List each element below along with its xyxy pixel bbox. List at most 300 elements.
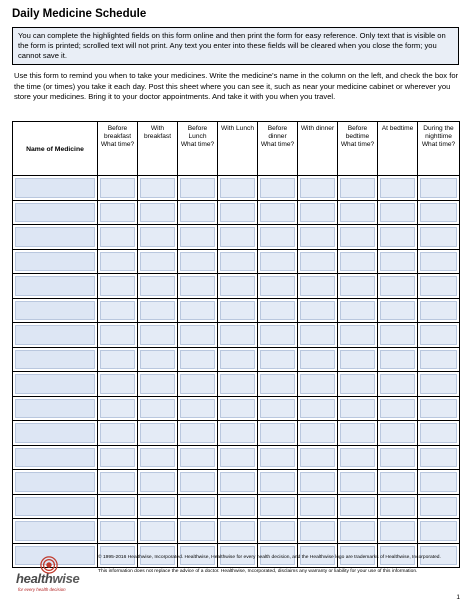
- time-checkbox[interactable]: [180, 203, 215, 223]
- time-checkbox[interactable]: [140, 227, 175, 247]
- time-checkbox[interactable]: [180, 423, 215, 443]
- time-checkbox-cell[interactable]: [338, 347, 378, 372]
- time-checkbox[interactable]: [140, 497, 175, 517]
- medicine-name-field[interactable]: [13, 494, 98, 519]
- time-checkbox-cell[interactable]: [138, 176, 178, 201]
- time-checkbox-cell[interactable]: [138, 396, 178, 421]
- time-checkbox-cell[interactable]: [418, 323, 460, 348]
- time-checkbox[interactable]: [100, 276, 135, 296]
- time-checkbox[interactable]: [140, 350, 175, 370]
- time-checkbox-cell[interactable]: [298, 470, 338, 495]
- medicine-name-input[interactable]: [15, 350, 95, 370]
- time-checkbox[interactable]: [180, 472, 215, 492]
- time-checkbox-cell[interactable]: [338, 494, 378, 519]
- time-checkbox-cell[interactable]: [218, 249, 258, 274]
- time-checkbox-cell[interactable]: [218, 494, 258, 519]
- time-checkbox[interactable]: [380, 252, 415, 272]
- time-checkbox-cell[interactable]: [178, 249, 218, 274]
- time-checkbox[interactable]: [220, 227, 255, 247]
- time-checkbox-cell[interactable]: [218, 372, 258, 397]
- time-checkbox-cell[interactable]: [178, 323, 218, 348]
- time-checkbox-cell[interactable]: [218, 323, 258, 348]
- time-checkbox-cell[interactable]: [98, 396, 138, 421]
- medicine-name-field[interactable]: [13, 176, 98, 201]
- time-checkbox[interactable]: [340, 472, 375, 492]
- time-checkbox-cell[interactable]: [218, 200, 258, 225]
- time-checkbox[interactable]: [380, 374, 415, 394]
- time-checkbox-cell[interactable]: [258, 445, 298, 470]
- time-checkbox[interactable]: [180, 252, 215, 272]
- time-checkbox-cell[interactable]: [258, 225, 298, 250]
- time-checkbox-cell[interactable]: [178, 421, 218, 446]
- time-checkbox-cell[interactable]: [338, 470, 378, 495]
- time-checkbox[interactable]: [220, 497, 255, 517]
- time-checkbox[interactable]: [420, 203, 457, 223]
- time-checkbox[interactable]: [380, 472, 415, 492]
- time-checkbox[interactable]: [340, 448, 375, 468]
- time-checkbox[interactable]: [100, 472, 135, 492]
- time-checkbox-cell[interactable]: [138, 347, 178, 372]
- time-checkbox[interactable]: [420, 374, 457, 394]
- medicine-name-field[interactable]: [13, 347, 98, 372]
- time-checkbox-cell[interactable]: [258, 347, 298, 372]
- time-checkbox-cell[interactable]: [418, 249, 460, 274]
- time-checkbox[interactable]: [300, 448, 335, 468]
- time-checkbox-cell[interactable]: [418, 274, 460, 299]
- medicine-name-field[interactable]: [13, 274, 98, 299]
- medicine-name-input[interactable]: [15, 178, 95, 198]
- time-checkbox-cell[interactable]: [338, 274, 378, 299]
- time-checkbox-cell[interactable]: [258, 323, 298, 348]
- time-checkbox[interactable]: [380, 227, 415, 247]
- time-checkbox-cell[interactable]: [378, 372, 418, 397]
- time-checkbox-cell[interactable]: [218, 470, 258, 495]
- time-checkbox[interactable]: [220, 203, 255, 223]
- time-checkbox-cell[interactable]: [98, 347, 138, 372]
- time-checkbox-cell[interactable]: [178, 298, 218, 323]
- time-checkbox-cell[interactable]: [178, 225, 218, 250]
- time-checkbox[interactable]: [420, 276, 457, 296]
- time-checkbox[interactable]: [220, 399, 255, 419]
- time-checkbox[interactable]: [380, 301, 415, 321]
- time-checkbox-cell[interactable]: [138, 323, 178, 348]
- time-checkbox[interactable]: [300, 350, 335, 370]
- medicine-name-field[interactable]: [13, 372, 98, 397]
- time-checkbox-cell[interactable]: [218, 225, 258, 250]
- time-checkbox-cell[interactable]: [138, 470, 178, 495]
- medicine-name-field[interactable]: [13, 396, 98, 421]
- time-checkbox[interactable]: [380, 521, 415, 541]
- medicine-name-field[interactable]: [13, 323, 98, 348]
- time-checkbox-cell[interactable]: [378, 225, 418, 250]
- time-checkbox[interactable]: [380, 423, 415, 443]
- time-checkbox[interactable]: [420, 521, 457, 541]
- time-checkbox-cell[interactable]: [98, 225, 138, 250]
- time-checkbox[interactable]: [220, 178, 255, 198]
- medicine-name-input[interactable]: [15, 448, 95, 468]
- time-checkbox-cell[interactable]: [418, 470, 460, 495]
- medicine-name-field[interactable]: [13, 421, 98, 446]
- time-checkbox-cell[interactable]: [138, 225, 178, 250]
- time-checkbox-cell[interactable]: [218, 445, 258, 470]
- time-checkbox-cell[interactable]: [338, 298, 378, 323]
- time-checkbox[interactable]: [100, 203, 135, 223]
- time-checkbox-cell[interactable]: [338, 176, 378, 201]
- time-checkbox-cell[interactable]: [418, 372, 460, 397]
- time-checkbox[interactable]: [220, 350, 255, 370]
- time-checkbox[interactable]: [380, 325, 415, 345]
- time-checkbox-cell[interactable]: [298, 347, 338, 372]
- time-checkbox[interactable]: [340, 423, 375, 443]
- time-checkbox-cell[interactable]: [378, 421, 418, 446]
- time-checkbox[interactable]: [300, 276, 335, 296]
- time-checkbox-cell[interactable]: [378, 176, 418, 201]
- time-checkbox[interactable]: [220, 448, 255, 468]
- time-checkbox[interactable]: [340, 203, 375, 223]
- time-checkbox-cell[interactable]: [218, 421, 258, 446]
- time-checkbox-cell[interactable]: [378, 323, 418, 348]
- time-checkbox-cell[interactable]: [338, 249, 378, 274]
- time-checkbox[interactable]: [380, 497, 415, 517]
- time-checkbox-cell[interactable]: [378, 396, 418, 421]
- time-checkbox-cell[interactable]: [258, 470, 298, 495]
- time-checkbox[interactable]: [100, 521, 135, 541]
- time-checkbox[interactable]: [260, 350, 295, 370]
- time-checkbox[interactable]: [260, 276, 295, 296]
- time-checkbox[interactable]: [340, 301, 375, 321]
- time-checkbox[interactable]: [420, 399, 457, 419]
- time-checkbox-cell[interactable]: [258, 372, 298, 397]
- time-checkbox-cell[interactable]: [378, 470, 418, 495]
- medicine-name-field[interactable]: [13, 200, 98, 225]
- time-checkbox-cell[interactable]: [298, 225, 338, 250]
- time-checkbox[interactable]: [340, 252, 375, 272]
- time-checkbox[interactable]: [420, 227, 457, 247]
- time-checkbox-cell[interactable]: [298, 421, 338, 446]
- time-checkbox[interactable]: [140, 472, 175, 492]
- time-checkbox[interactable]: [180, 350, 215, 370]
- time-checkbox[interactable]: [140, 301, 175, 321]
- time-checkbox-cell[interactable]: [218, 396, 258, 421]
- time-checkbox[interactable]: [140, 203, 175, 223]
- time-checkbox[interactable]: [100, 497, 135, 517]
- time-checkbox[interactable]: [100, 423, 135, 443]
- time-checkbox-cell[interactable]: [418, 396, 460, 421]
- medicine-name-input[interactable]: [15, 374, 95, 394]
- time-checkbox[interactable]: [260, 178, 295, 198]
- time-checkbox-cell[interactable]: [258, 298, 298, 323]
- time-checkbox-cell[interactable]: [138, 274, 178, 299]
- time-checkbox-cell[interactable]: [418, 494, 460, 519]
- time-checkbox-cell[interactable]: [178, 176, 218, 201]
- time-checkbox[interactable]: [380, 203, 415, 223]
- time-checkbox-cell[interactable]: [218, 347, 258, 372]
- time-checkbox[interactable]: [300, 203, 335, 223]
- time-checkbox[interactable]: [140, 252, 175, 272]
- time-checkbox[interactable]: [100, 252, 135, 272]
- time-checkbox[interactable]: [100, 374, 135, 394]
- time-checkbox-cell[interactable]: [338, 372, 378, 397]
- time-checkbox[interactable]: [140, 276, 175, 296]
- time-checkbox-cell[interactable]: [258, 494, 298, 519]
- time-checkbox[interactable]: [300, 325, 335, 345]
- time-checkbox-cell[interactable]: [98, 372, 138, 397]
- time-checkbox[interactable]: [100, 178, 135, 198]
- time-checkbox-cell[interactable]: [258, 396, 298, 421]
- time-checkbox[interactable]: [100, 325, 135, 345]
- time-checkbox[interactable]: [420, 178, 457, 198]
- time-checkbox[interactable]: [260, 203, 295, 223]
- time-checkbox[interactable]: [260, 374, 295, 394]
- time-checkbox[interactable]: [140, 423, 175, 443]
- time-checkbox-cell[interactable]: [258, 519, 298, 544]
- time-checkbox-cell[interactable]: [98, 298, 138, 323]
- time-checkbox-cell[interactable]: [298, 298, 338, 323]
- medicine-name-input[interactable]: [15, 203, 95, 223]
- time-checkbox[interactable]: [260, 472, 295, 492]
- time-checkbox-cell[interactable]: [418, 225, 460, 250]
- time-checkbox-cell[interactable]: [378, 519, 418, 544]
- medicine-name-field[interactable]: [13, 470, 98, 495]
- time-checkbox[interactable]: [140, 448, 175, 468]
- time-checkbox[interactable]: [420, 350, 457, 370]
- time-checkbox[interactable]: [100, 350, 135, 370]
- medicine-name-input[interactable]: [15, 276, 95, 296]
- time-checkbox[interactable]: [300, 472, 335, 492]
- time-checkbox-cell[interactable]: [138, 494, 178, 519]
- time-checkbox[interactable]: [180, 276, 215, 296]
- time-checkbox-cell[interactable]: [338, 225, 378, 250]
- time-checkbox-cell[interactable]: [418, 445, 460, 470]
- time-checkbox[interactable]: [220, 521, 255, 541]
- time-checkbox[interactable]: [260, 301, 295, 321]
- medicine-name-input[interactable]: [15, 423, 95, 443]
- time-checkbox-cell[interactable]: [98, 200, 138, 225]
- medicine-name-field[interactable]: [13, 225, 98, 250]
- time-checkbox-cell[interactable]: [138, 200, 178, 225]
- time-checkbox[interactable]: [220, 423, 255, 443]
- medicine-name-input[interactable]: [15, 472, 95, 492]
- time-checkbox[interactable]: [340, 178, 375, 198]
- time-checkbox[interactable]: [260, 252, 295, 272]
- time-checkbox[interactable]: [260, 521, 295, 541]
- time-checkbox[interactable]: [180, 399, 215, 419]
- time-checkbox[interactable]: [380, 399, 415, 419]
- time-checkbox[interactable]: [140, 521, 175, 541]
- time-checkbox[interactable]: [260, 448, 295, 468]
- time-checkbox-cell[interactable]: [98, 323, 138, 348]
- time-checkbox-cell[interactable]: [138, 519, 178, 544]
- time-checkbox[interactable]: [260, 227, 295, 247]
- time-checkbox-cell[interactable]: [258, 249, 298, 274]
- time-checkbox-cell[interactable]: [178, 445, 218, 470]
- time-checkbox-cell[interactable]: [298, 249, 338, 274]
- time-checkbox[interactable]: [220, 276, 255, 296]
- medicine-name-field[interactable]: [13, 445, 98, 470]
- time-checkbox[interactable]: [420, 301, 457, 321]
- time-checkbox[interactable]: [260, 497, 295, 517]
- time-checkbox-cell[interactable]: [218, 519, 258, 544]
- time-checkbox[interactable]: [220, 301, 255, 321]
- medicine-name-field[interactable]: [13, 249, 98, 274]
- time-checkbox-cell[interactable]: [298, 274, 338, 299]
- time-checkbox[interactable]: [300, 497, 335, 517]
- time-checkbox-cell[interactable]: [378, 347, 418, 372]
- time-checkbox[interactable]: [140, 399, 175, 419]
- time-checkbox-cell[interactable]: [298, 519, 338, 544]
- time-checkbox-cell[interactable]: [418, 298, 460, 323]
- time-checkbox[interactable]: [420, 325, 457, 345]
- time-checkbox[interactable]: [340, 521, 375, 541]
- time-checkbox-cell[interactable]: [138, 249, 178, 274]
- time-checkbox-cell[interactable]: [178, 494, 218, 519]
- time-checkbox[interactable]: [300, 178, 335, 198]
- medicine-name-input[interactable]: [15, 399, 95, 419]
- time-checkbox[interactable]: [140, 325, 175, 345]
- medicine-name-field[interactable]: [13, 298, 98, 323]
- time-checkbox[interactable]: [340, 497, 375, 517]
- time-checkbox[interactable]: [420, 448, 457, 468]
- time-checkbox-cell[interactable]: [98, 249, 138, 274]
- time-checkbox-cell[interactable]: [418, 421, 460, 446]
- time-checkbox-cell[interactable]: [338, 421, 378, 446]
- time-checkbox[interactable]: [260, 423, 295, 443]
- time-checkbox-cell[interactable]: [98, 274, 138, 299]
- time-checkbox-cell[interactable]: [338, 445, 378, 470]
- time-checkbox[interactable]: [180, 178, 215, 198]
- time-checkbox[interactable]: [140, 178, 175, 198]
- time-checkbox-cell[interactable]: [298, 323, 338, 348]
- time-checkbox-cell[interactable]: [178, 372, 218, 397]
- time-checkbox-cell[interactable]: [338, 200, 378, 225]
- time-checkbox[interactable]: [180, 374, 215, 394]
- time-checkbox-cell[interactable]: [378, 274, 418, 299]
- time-checkbox[interactable]: [100, 399, 135, 419]
- time-checkbox-cell[interactable]: [338, 396, 378, 421]
- time-checkbox-cell[interactable]: [338, 323, 378, 348]
- time-checkbox-cell[interactable]: [178, 200, 218, 225]
- time-checkbox-cell[interactable]: [378, 200, 418, 225]
- time-checkbox[interactable]: [380, 448, 415, 468]
- time-checkbox-cell[interactable]: [218, 176, 258, 201]
- time-checkbox[interactable]: [180, 448, 215, 468]
- time-checkbox[interactable]: [140, 374, 175, 394]
- medicine-name-input[interactable]: [15, 301, 95, 321]
- time-checkbox-cell[interactable]: [418, 200, 460, 225]
- time-checkbox-cell[interactable]: [178, 470, 218, 495]
- time-checkbox[interactable]: [220, 472, 255, 492]
- time-checkbox-cell[interactable]: [378, 298, 418, 323]
- time-checkbox-cell[interactable]: [178, 274, 218, 299]
- time-checkbox-cell[interactable]: [378, 249, 418, 274]
- time-checkbox[interactable]: [380, 276, 415, 296]
- time-checkbox[interactable]: [180, 227, 215, 247]
- time-checkbox[interactable]: [380, 178, 415, 198]
- time-checkbox[interactable]: [180, 325, 215, 345]
- time-checkbox-cell[interactable]: [418, 347, 460, 372]
- time-checkbox[interactable]: [220, 374, 255, 394]
- time-checkbox-cell[interactable]: [298, 176, 338, 201]
- time-checkbox-cell[interactable]: [178, 519, 218, 544]
- medicine-name-input[interactable]: [15, 325, 95, 345]
- time-checkbox-cell[interactable]: [258, 421, 298, 446]
- time-checkbox-cell[interactable]: [138, 445, 178, 470]
- time-checkbox[interactable]: [100, 227, 135, 247]
- time-checkbox[interactable]: [340, 399, 375, 419]
- time-checkbox[interactable]: [260, 399, 295, 419]
- time-checkbox-cell[interactable]: [138, 421, 178, 446]
- time-checkbox[interactable]: [420, 252, 457, 272]
- time-checkbox-cell[interactable]: [218, 274, 258, 299]
- time-checkbox[interactable]: [220, 325, 255, 345]
- time-checkbox-cell[interactable]: [178, 347, 218, 372]
- time-checkbox[interactable]: [340, 227, 375, 247]
- time-checkbox-cell[interactable]: [378, 494, 418, 519]
- time-checkbox-cell[interactable]: [138, 372, 178, 397]
- medicine-name-field[interactable]: [13, 519, 98, 544]
- time-checkbox[interactable]: [420, 423, 457, 443]
- time-checkbox[interactable]: [180, 497, 215, 517]
- time-checkbox-cell[interactable]: [98, 445, 138, 470]
- time-checkbox[interactable]: [300, 227, 335, 247]
- medicine-name-input[interactable]: [15, 252, 95, 272]
- time-checkbox-cell[interactable]: [98, 470, 138, 495]
- time-checkbox[interactable]: [300, 399, 335, 419]
- time-checkbox-cell[interactable]: [418, 176, 460, 201]
- time-checkbox[interactable]: [340, 325, 375, 345]
- time-checkbox-cell[interactable]: [298, 445, 338, 470]
- time-checkbox-cell[interactable]: [98, 176, 138, 201]
- time-checkbox-cell[interactable]: [178, 396, 218, 421]
- time-checkbox[interactable]: [300, 423, 335, 443]
- time-checkbox-cell[interactable]: [218, 298, 258, 323]
- time-checkbox[interactable]: [340, 350, 375, 370]
- time-checkbox-cell[interactable]: [298, 396, 338, 421]
- time-checkbox[interactable]: [180, 521, 215, 541]
- medicine-name-input[interactable]: [15, 227, 95, 247]
- time-checkbox[interactable]: [300, 374, 335, 394]
- time-checkbox[interactable]: [300, 301, 335, 321]
- time-checkbox[interactable]: [340, 276, 375, 296]
- time-checkbox[interactable]: [420, 472, 457, 492]
- time-checkbox[interactable]: [260, 325, 295, 345]
- time-checkbox-cell[interactable]: [138, 298, 178, 323]
- time-checkbox-cell[interactable]: [258, 176, 298, 201]
- time-checkbox-cell[interactable]: [418, 519, 460, 544]
- time-checkbox-cell[interactable]: [338, 519, 378, 544]
- time-checkbox[interactable]: [220, 252, 255, 272]
- time-checkbox[interactable]: [340, 374, 375, 394]
- time-checkbox[interactable]: [100, 301, 135, 321]
- time-checkbox[interactable]: [420, 497, 457, 517]
- time-checkbox-cell[interactable]: [258, 200, 298, 225]
- time-checkbox-cell[interactable]: [378, 445, 418, 470]
- time-checkbox-cell[interactable]: [298, 200, 338, 225]
- time-checkbox-cell[interactable]: [298, 372, 338, 397]
- time-checkbox[interactable]: [180, 301, 215, 321]
- medicine-name-input[interactable]: [15, 497, 95, 517]
- time-checkbox-cell[interactable]: [98, 519, 138, 544]
- time-checkbox[interactable]: [100, 448, 135, 468]
- medicine-name-input[interactable]: [15, 521, 95, 541]
- time-checkbox[interactable]: [380, 350, 415, 370]
- time-checkbox[interactable]: [300, 521, 335, 541]
- time-checkbox[interactable]: [300, 252, 335, 272]
- time-checkbox-cell[interactable]: [258, 274, 298, 299]
- time-checkbox-cell[interactable]: [98, 494, 138, 519]
- time-checkbox-cell[interactable]: [298, 494, 338, 519]
- time-checkbox-cell[interactable]: [98, 421, 138, 446]
